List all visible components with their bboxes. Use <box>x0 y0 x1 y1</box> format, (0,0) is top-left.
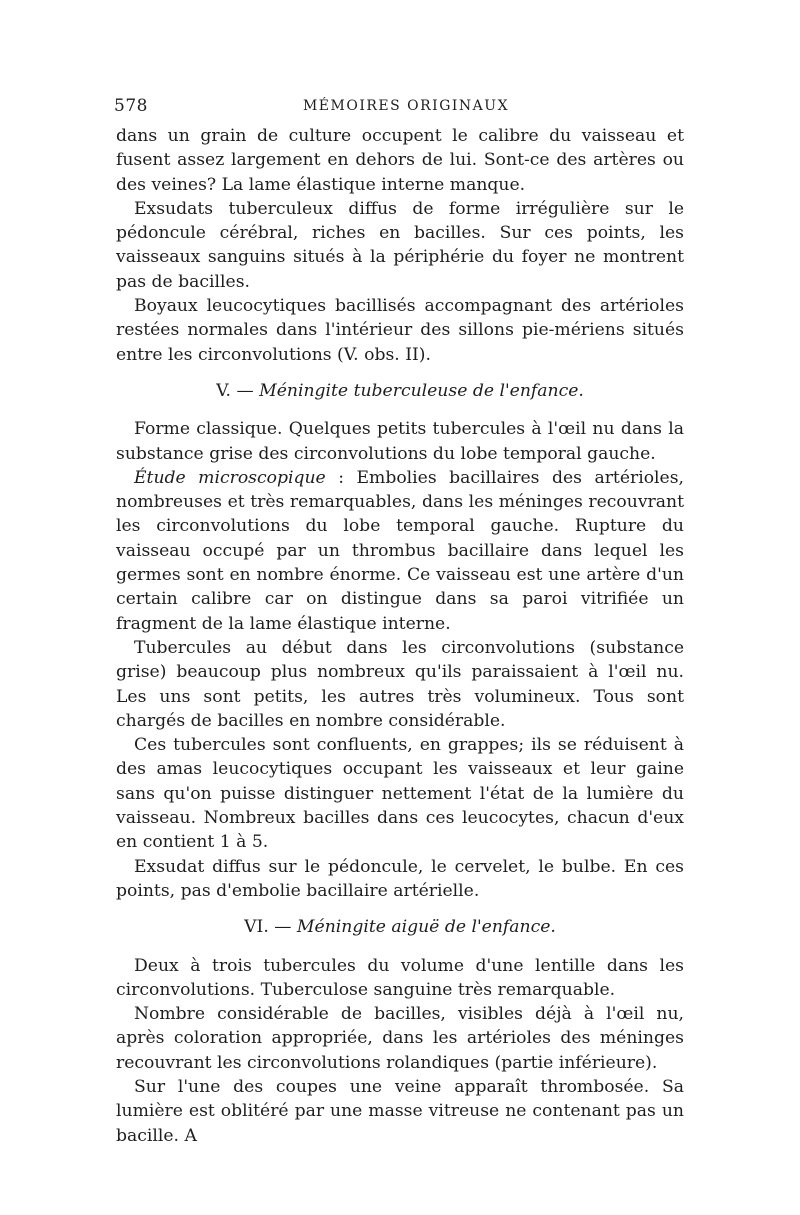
paragraph: Ces tubercules sont confluents, en grappes; ils se réduisent à des amas leucocytiques occupant les vaisseaux et leur gaine sans qu'on puisse distinguer nettement l'état de la lumière du vaisseau. Nombreux bacilles dans ces leucocytes, chacun d'eux en contient 1 à 5. <box>116 735 684 853</box>
text-body <box>116 124 684 1148</box>
paragraph: Exsudat diffus sur le pédoncule, le cervelet, le bulbe. En ces points, pas d'embolie bacillaire artérielle. <box>116 856 684 901</box>
paragraph <box>116 466 684 636</box>
section-title: Méningite tuberculeuse de l'enfance. <box>259 380 584 401</box>
paragraph: Forme classique. Quelques petits tubercules à l'œil nu dans la substance grise des circonvolutions du lobe temporal gauche. <box>116 419 684 464</box>
paragraph: Boyaux leucocytiques bacillisés accompagnant des artérioles restées normales dans l'intérieur des sillons pie-mériens situés entre les circonvolutions (V. obs. II). <box>116 296 684 365</box>
section-heading-vi <box>116 915 684 939</box>
paragraph: Exsudats tuberculeux diffus de forme irrégulière sur le pédoncule cérébral, riches en bacilles. Sur ces points, les vaisseaux sanguins situés à la périphérie du foyer ne montrent pas de bacilles. <box>116 198 684 292</box>
section-heading-v <box>116 379 684 403</box>
section-title: Méningite aiguë de l'enfance. <box>296 917 556 938</box>
section-number: V. — <box>216 380 254 401</box>
paragraph: Tubercules au début dans les circonvolutions (substance grise) beaucoup plus nombreux qu'ils paraissaient à l'œil nu. Les uns sont petits, les autres très volumineux. Tous sont chargés de bacilles en nombre considérable. <box>116 637 684 731</box>
paragraph: dans un grain de culture occupent le calibre du vaisseau et fusent assez largement en dehors de lui. Sont-ce des artères ou des veines? La lame élastique interne manque. <box>116 126 684 195</box>
paragraph: Deux à trois tubercules du volume d'une lentille dans les circonvolutions. Tuberculose sanguine très remarquable. <box>116 955 684 1000</box>
running-title: MÉMOIRES ORIGINAUX <box>302 98 510 114</box>
paragraph-text: : Embolies bacillaires des artérioles, nombreuses et très remarquables, dans les méninges recouvrant les circonvolutions du lobe temporal gauche. Rupture du vaisseau occupé par un thrombus bacillaire dans lequel les germes sont en nombre énorme. Ce vaisseau est une artère d'un certain calibre car on distingue dans sa paroi vitrifiée un fragment de la lame élastique interne. <box>116 467 685 634</box>
section-number: VI. — <box>244 917 292 938</box>
paragraph-label: Étude microscopique <box>134 467 326 488</box>
paragraph: Sur l'une des coupes une veine apparaît thrombosée. Sa lumière est oblitéré par une masse vitreuse ne contenant pas un bacille. A <box>116 1076 684 1146</box>
running-header <box>114 96 698 118</box>
page-number: 578 <box>114 96 148 116</box>
paragraph: Nombre considérable de bacilles, visibles déjà à l'œil nu, après coloration appropriée, dans les artérioles des méninges recouvrant les circonvolutions rolandiques (partie inférieure). <box>116 1004 684 1073</box>
